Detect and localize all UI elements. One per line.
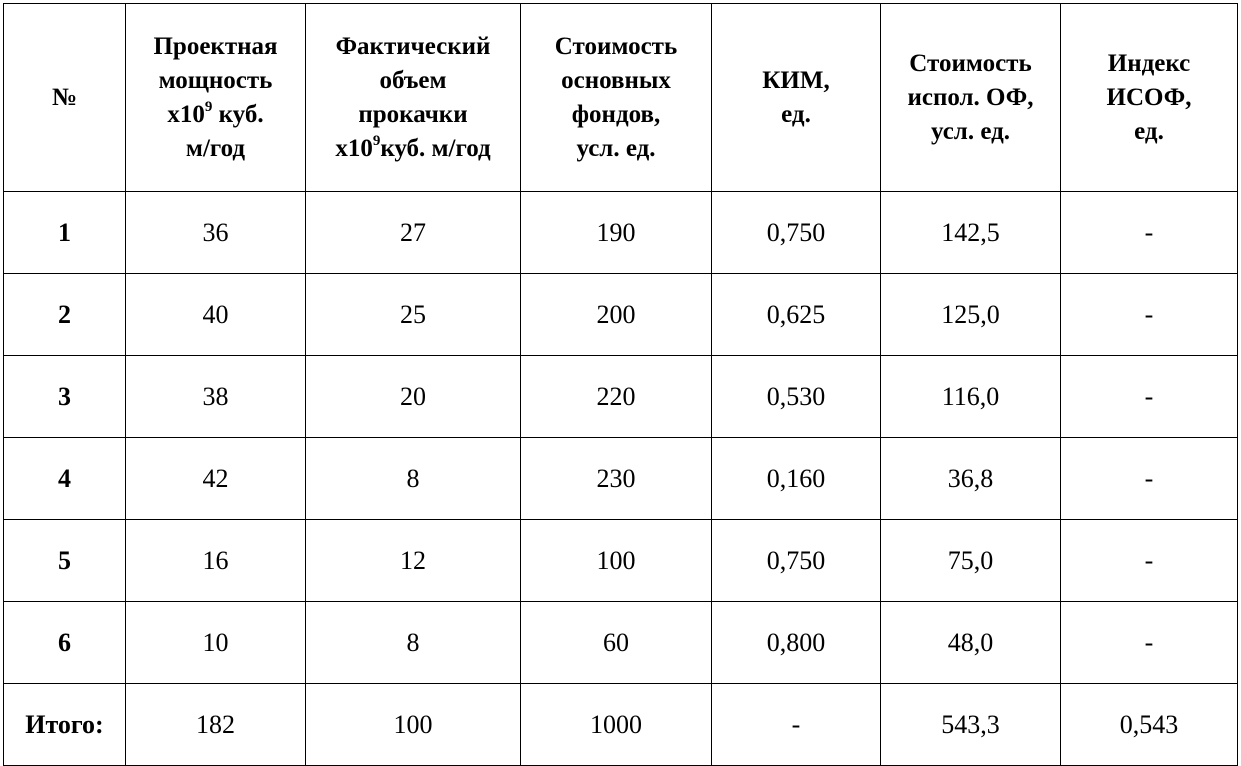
cell-capacity: 36 bbox=[126, 192, 306, 274]
cell-capacity: 38 bbox=[126, 356, 306, 438]
total-kim: - bbox=[712, 684, 881, 766]
cell-cost: 60 bbox=[521, 602, 712, 684]
cell-volume: 8 bbox=[306, 438, 521, 520]
cell-num: 1 bbox=[4, 192, 126, 274]
header-row bbox=[4, 4, 1238, 192]
table-row bbox=[4, 520, 1238, 602]
total-index: 0,543 bbox=[1061, 684, 1238, 766]
cell-kim: 0,800 bbox=[712, 602, 881, 684]
cell-index: - bbox=[1061, 520, 1238, 602]
cell-volume: 8 bbox=[306, 602, 521, 684]
cell-capacity: 10 bbox=[126, 602, 306, 684]
header-index: Индекс ИСОФ, ед. bbox=[1061, 4, 1238, 192]
cell-volume: 25 bbox=[306, 274, 521, 356]
cell-num: 4 bbox=[4, 438, 126, 520]
cell-cost: 190 bbox=[521, 192, 712, 274]
total-row bbox=[4, 684, 1238, 766]
cell-kim: 0,530 bbox=[712, 356, 881, 438]
cell-kim: 0,160 bbox=[712, 438, 881, 520]
cell-num: 5 bbox=[4, 520, 126, 602]
header-used-cost: Стоимость испол. ОФ, усл. ед. bbox=[881, 4, 1061, 192]
cell-cost: 100 bbox=[521, 520, 712, 602]
cell-kim: 0,750 bbox=[712, 192, 881, 274]
cell-volume: 20 bbox=[306, 356, 521, 438]
cell-index: - bbox=[1061, 274, 1238, 356]
cell-kim: 0,750 bbox=[712, 520, 881, 602]
total-volume: 100 bbox=[306, 684, 521, 766]
header-num: № bbox=[4, 4, 126, 192]
cell-used-cost: 116,0 bbox=[881, 356, 1061, 438]
total-cost: 1000 bbox=[521, 684, 712, 766]
cell-kim: 0,625 bbox=[712, 274, 881, 356]
cell-index: - bbox=[1061, 438, 1238, 520]
cell-num: 2 bbox=[4, 274, 126, 356]
cell-volume: 27 bbox=[306, 192, 521, 274]
header-capacity: Проектная мощность $х10^9$ куб. м/год bbox=[126, 4, 306, 192]
table-row bbox=[4, 602, 1238, 684]
table-row bbox=[4, 274, 1238, 356]
cell-index: - bbox=[1061, 192, 1238, 274]
cell-capacity: 16 bbox=[126, 520, 306, 602]
data-table bbox=[3, 3, 1238, 766]
total-capacity: 182 bbox=[126, 684, 306, 766]
cell-cost: 230 bbox=[521, 438, 712, 520]
cell-cost: 220 bbox=[521, 356, 712, 438]
header-kim: КИМ, ед. bbox=[712, 4, 881, 192]
header-cost: Стоимость основных фондов, усл. ед. bbox=[521, 4, 712, 192]
total-used-cost: 543,3 bbox=[881, 684, 1061, 766]
table-row bbox=[4, 356, 1238, 438]
cell-capacity: 40 bbox=[126, 274, 306, 356]
cell-index: - bbox=[1061, 602, 1238, 684]
cell-used-cost: 142,5 bbox=[881, 192, 1061, 274]
header-volume: Фактический объем прокачки $х10^9куб$. м/год bbox=[306, 4, 521, 192]
cell-volume: 12 bbox=[306, 520, 521, 602]
table-row bbox=[4, 192, 1238, 274]
table-row bbox=[4, 438, 1238, 520]
cell-num: 3 bbox=[4, 356, 126, 438]
cell-used-cost: 125,0 bbox=[881, 274, 1061, 356]
cell-used-cost: 75,0 bbox=[881, 520, 1061, 602]
total-label: Итого: bbox=[4, 684, 126, 766]
cell-cost: 200 bbox=[521, 274, 712, 356]
cell-capacity: 42 bbox=[126, 438, 306, 520]
cell-used-cost: 48,0 bbox=[881, 602, 1061, 684]
cell-num: 6 bbox=[4, 602, 126, 684]
cell-index: - bbox=[1061, 356, 1238, 438]
cell-used-cost: 36,8 bbox=[881, 438, 1061, 520]
